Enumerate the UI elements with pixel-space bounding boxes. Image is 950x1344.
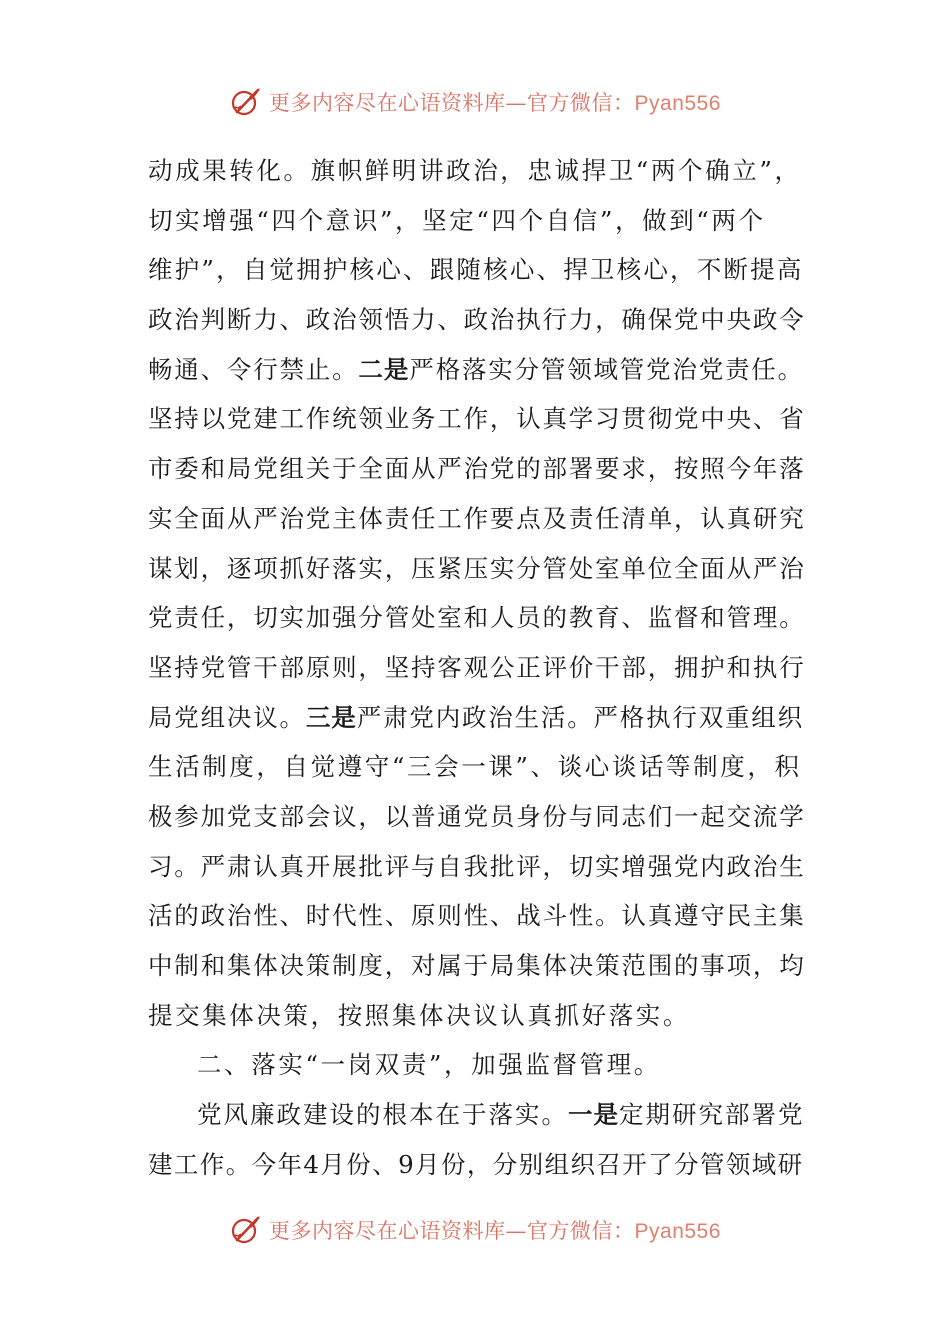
quill-logo-icon	[229, 85, 263, 119]
text-line	[148, 1140, 808, 1190]
text-line	[148, 544, 808, 594]
line-text: 严肃党内政治生活。严格执行双重组织	[356, 702, 804, 732]
text-line	[148, 941, 808, 991]
text-line	[148, 742, 808, 792]
text-line	[148, 792, 808, 842]
bold-ordinal: 一是	[568, 1100, 619, 1130]
line-text: 畅通、令行禁止。	[148, 354, 359, 384]
text-line	[148, 643, 808, 693]
watermark-text: 更多内容尽在心语资料库—官方微信：Pyan556	[269, 91, 721, 115]
line-text: 坚持党管干部原则，坚持客观公正评价干部，拥护和执行	[148, 652, 806, 682]
line-text: 党风廉政建设的根本在于落实。	[197, 1100, 568, 1130]
watermark-brand: Pyan556	[634, 92, 721, 115]
text-line	[148, 593, 808, 643]
line-text: 习。严肃认真开展批评与自我批评，切实增强党内政治生	[148, 851, 806, 881]
line-text: 政治判断力、政治领悟力、政治执行力，确保党中央政令	[148, 305, 806, 335]
text-line	[148, 146, 808, 196]
line-text: 坚持以党建工作统领业务工作，认真学习贯彻党中央、省	[148, 404, 806, 434]
text-line	[148, 345, 808, 395]
text-line	[148, 444, 808, 494]
watermark-text: 更多内容尽在心语资料库—官方微信：Pyan556	[269, 1219, 721, 1243]
text-line	[148, 1090, 808, 1140]
text-line	[148, 295, 808, 345]
line-text: 实全面从严治党主体责任工作要点及责任清单，认真研究	[148, 503, 806, 533]
text-line	[148, 394, 808, 444]
text-line	[148, 1040, 808, 1090]
line-text: 维护”，自觉拥护核心、跟随核心、捍卫核心，不断提高	[148, 255, 804, 285]
text-line	[148, 494, 808, 544]
text-line	[148, 842, 808, 892]
line-text: 极参加党支部会议，以普通党员身份与同志们一起交流学	[148, 801, 806, 831]
line-text: 市委和局党组关于全面从严治党的部署要求，按照今年落	[148, 454, 806, 484]
watermark-brand: Pyan556	[634, 1220, 721, 1243]
line-text: 局党组决议。	[148, 702, 306, 732]
line-text: 动成果转化。旗帜鲜明讲政治，忠诚捍卫“两个确立”，	[148, 156, 802, 185]
line-text: 生活制度，自觉遵守“三会一课”、谈心谈话等制度，积	[148, 752, 802, 782]
line-text: 党责任，切实加强分管处室和人员的教育、监督和管理。	[148, 603, 806, 633]
document-body	[148, 146, 808, 1189]
text-line	[148, 245, 808, 295]
line-text: 严格落实分管领域管党治党责任。	[409, 354, 804, 384]
line-text: 活的政治性、时代性、原则性、战斗性。认真遵守民主集	[148, 901, 806, 931]
bold-ordinal: 二是	[358, 354, 410, 384]
line-text: 二、落实“一岗双责”，加强监督管理。	[197, 1050, 661, 1080]
line-text: 谋划，逐项抓好落实，压紧压实分管处室单位全面从严治	[148, 553, 806, 583]
text-line	[148, 891, 808, 941]
line-text: 定期研究部署党	[619, 1100, 805, 1130]
footer-watermark	[0, 1210, 950, 1250]
text-line	[148, 693, 808, 743]
quill-logo-icon	[229, 1213, 263, 1247]
bold-ordinal: 三是	[305, 702, 357, 732]
text-line	[148, 991, 808, 1041]
header-watermark	[0, 82, 950, 122]
line-text: 建工作。今年4月份、9月份，分别组织召开了分管领域研	[148, 1149, 804, 1179]
line-text: 切实增强“四个意识”，坚定“四个自信”，做到“两个	[148, 205, 766, 235]
line-text: 中制和集体决策制度，对属于局集体决策范围的事项，均	[148, 951, 806, 980]
line-text: 提交集体决策，按照集体决议认真抓好落实。	[148, 1000, 690, 1030]
text-line	[148, 196, 808, 246]
